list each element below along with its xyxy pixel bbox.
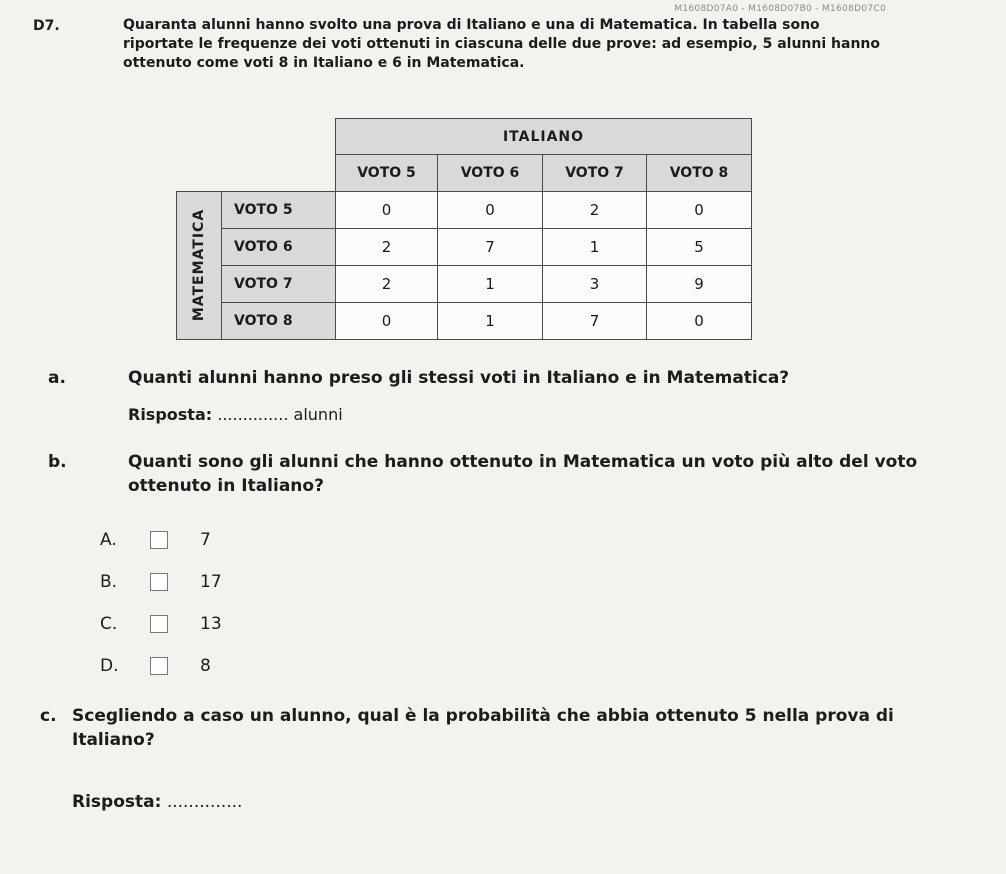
table-cell: 0	[336, 191, 438, 228]
option-checkbox[interactable]	[150, 531, 168, 549]
option-checkbox[interactable]	[150, 615, 168, 633]
option-value: 7	[200, 530, 211, 550]
part-b-letter: b.	[48, 452, 67, 472]
option-letter: B.	[100, 572, 118, 592]
row-header: VOTO 5	[222, 191, 336, 228]
table-cell: 0	[647, 302, 752, 339]
table-cell: 5	[647, 228, 752, 265]
table-cell: 0	[647, 191, 752, 228]
table-cell: 1	[438, 302, 543, 339]
part-c-answer	[72, 792, 242, 812]
answer-label: Risposta:	[72, 792, 162, 812]
row-header: VOTO 7	[222, 265, 336, 302]
table-cell: 3	[543, 265, 647, 302]
option-value: 13	[200, 614, 222, 634]
column-header: VOTO 7	[543, 155, 647, 192]
row-header: VOTO 8	[222, 302, 336, 339]
table-cell: 9	[647, 265, 752, 302]
answer-blank[interactable]: ..............	[217, 405, 289, 424]
option-letter: A.	[100, 530, 117, 550]
question-number: D7.	[33, 18, 60, 34]
table-cell: 0	[438, 191, 543, 228]
option-letter: C.	[100, 614, 118, 634]
table-cell: 2	[336, 265, 438, 302]
part-c-question: Scegliendo a caso un alunno, qual è la probabilità che abbia ottenuto 5 nella prova di Italiano?	[72, 706, 894, 750]
option-d	[100, 656, 211, 676]
option-a	[100, 530, 211, 550]
part-b-question: Quanti sono gli alunni che hanno ottenuto in Matematica un voto più alto del voto ottenuto in Italiano?	[128, 452, 918, 496]
table-cell: 2	[543, 191, 647, 228]
table-corner	[177, 155, 336, 192]
option-value: 8	[200, 656, 211, 676]
option-checkbox[interactable]	[150, 573, 168, 591]
table-cell: 1	[438, 265, 543, 302]
table-cell: 7	[543, 302, 647, 339]
frequency-table	[176, 118, 752, 340]
answer-blank[interactable]: ..............	[166, 792, 243, 812]
matematica-header	[177, 191, 222, 339]
table-cell: 7	[438, 228, 543, 265]
part-a-answer	[128, 405, 343, 424]
part-a-question: Quanti alunni hanno preso gli stessi voti in Italiano e in Matematica?	[128, 368, 790, 388]
option-value: 17	[200, 572, 222, 592]
item-codes: M1608D07A0 - M1608D07B0 - M1608D07C0	[674, 4, 886, 14]
matematica-label: MATEMATICA	[191, 208, 207, 322]
table-cell: 1	[543, 228, 647, 265]
answer-label: Risposta:	[128, 405, 213, 424]
part-a-letter: a.	[48, 368, 66, 388]
column-header: VOTO 8	[647, 155, 752, 192]
part-c-letter: c.	[40, 706, 57, 726]
italiano-header: ITALIANO	[336, 119, 752, 155]
row-header: VOTO 6	[222, 228, 336, 265]
table-cell: 0	[336, 302, 438, 339]
option-letter: D.	[100, 656, 119, 676]
option-b	[100, 572, 222, 592]
table-cell: 2	[336, 228, 438, 265]
option-c	[100, 614, 222, 634]
option-checkbox[interactable]	[150, 657, 168, 675]
column-header: VOTO 6	[438, 155, 543, 192]
table-corner	[177, 119, 336, 155]
question-intro: Quaranta alunni hanno svolto una prova di Italiano e una di Matematica. In tabella sono riportate le frequenze dei voti ottenuti in ciascuna delle due prove: ad esempio, 5 alunni hanno ottenuto come voti 8 in Italiano e 6 in Matematica.	[123, 17, 881, 71]
column-header: VOTO 5	[336, 155, 438, 192]
answer-unit: alunni	[293, 405, 343, 424]
